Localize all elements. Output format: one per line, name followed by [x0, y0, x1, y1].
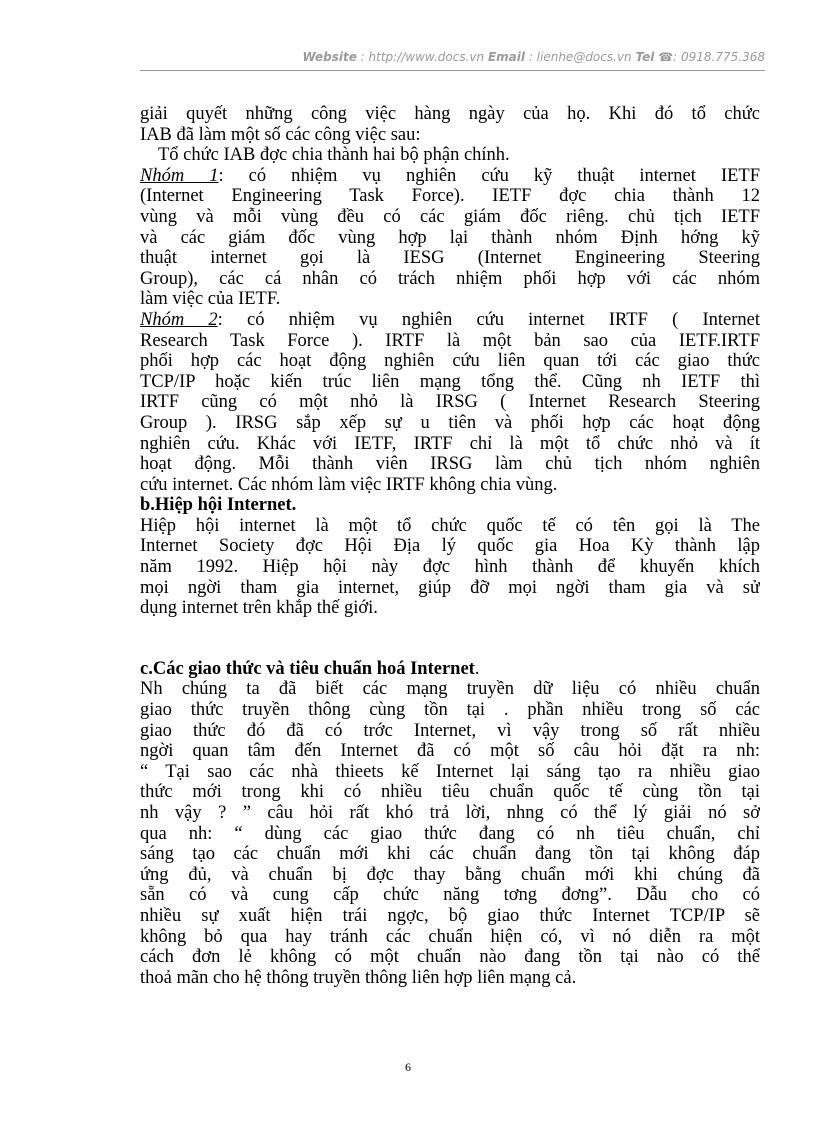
text-line: Group), các cá nhân có trách nhiệm phối hợp với các nhóm	[140, 268, 760, 289]
group1-label: Nhóm 1	[140, 165, 219, 186]
org-line	[140, 145, 760, 166]
text-line: vùng và mỗi vùng đều có các giám đốc riêng. chủ tịch IETF	[140, 206, 760, 227]
section-c-heading-tail: .	[474, 658, 480, 679]
text-line: mọi ngời tham gia internet, giúp đỡ mọi ngời tham gia và sử	[140, 577, 760, 598]
text-line: (Internet Engineering Task Force). IETF đợc chia thành 12	[140, 186, 760, 207]
text-line: Nh chúng ta đã biết các mạng truyền dữ liệu có nhiều chuẩn	[140, 679, 760, 700]
text-line: không bỏ qua hay tránh các chuẩn hiện có, vì nó diễn ra một	[140, 926, 760, 947]
text-line: thuật internet gọi là IESG (Internet Engineering Steering	[140, 248, 760, 269]
section-c-paragraph	[140, 679, 760, 988]
text-line: IAB đã làm một số các công việc sau:	[140, 124, 421, 145]
website-label: Website	[302, 50, 357, 64]
group2-label: Nhóm 2	[140, 309, 218, 330]
text-line: thức mới trong khi có nhiều tiêu chuẩn quốc tế cùng tồn tại	[140, 782, 760, 803]
text-line: giải quyết những công việc hàng ngày của họ. Khi đó tổ chức	[140, 104, 760, 124]
text-line: “ Tại sao các nhà thieets kế Internet lại sáng tạo ra nhiều giao	[140, 761, 760, 782]
text-line	[140, 310, 760, 331]
text-line: cứu internet. Các nhóm làm việc IRTF không chia vùng.	[140, 474, 558, 495]
page-header	[140, 50, 765, 71]
group2-line-0: : có nhiệm vụ nghiên cứu internet IRTF ( Internet	[217, 309, 760, 330]
section-gap	[140, 619, 760, 659]
text-line: làm việc của IETF.	[140, 289, 281, 310]
text-line: giao thức truyền thông cùng tồn tại . phần nhiều trong số các	[140, 700, 760, 721]
phone-icon: ☎	[658, 50, 674, 64]
email-value[interactable]: : lienhe@docs.vn	[528, 50, 632, 64]
text-line: Tổ chức IAB đợc chia thành hai bộ phận chính.	[158, 145, 510, 166]
tel-value: : 0918.775.368	[673, 50, 765, 64]
tel-label: Tel	[635, 50, 655, 64]
text-line: qua nh: “ dùng các giao thức đang có nh tiêu chuẩn, chỉ	[140, 823, 760, 844]
section-c-heading-line	[140, 659, 760, 680]
text-line: phối hợp các hoạt động nghiên cứu liên quan tới các giao thức	[140, 351, 760, 372]
text-line: nh vậy ? ” câu hỏi rất khó trả lời, nhng có thể lý giải nó sở	[140, 803, 760, 823]
section-b-paragraph	[140, 516, 760, 619]
text-line: nhiều sự xuất hiện trái ngợc, bộ giao thức Internet TCP/IP sẽ	[140, 905, 760, 926]
document-body	[140, 104, 760, 988]
text-line: sẵn có và cung cấp chức năng tơng đơng”. Dẫu cho có	[140, 885, 760, 906]
email-label: Email	[487, 50, 525, 64]
text-line: Group ). IRSG sắp xếp sự u tiên và phối hợp các hoạt động	[140, 412, 760, 433]
text-line: sáng tạo các chuẩn mới khi các chuẩn đang tồn tại không đáp	[140, 844, 760, 865]
text-line: Internet Society đợc Hội Địa lý quốc gia Hoa Kỳ thành lập	[140, 536, 760, 557]
website-url[interactable]: : http://www.docs.vn	[360, 50, 485, 64]
intro-paragraph	[140, 104, 760, 145]
text-line: IRTF cũng có một nhỏ là IRSG ( Internet Research Steering	[140, 392, 760, 413]
group2-paragraph	[140, 310, 760, 495]
text-line: hoạt động. Mỗi thành viên IRSG làm chủ tịch nhóm nghiên	[140, 454, 760, 475]
page-number: 6	[405, 1060, 411, 1074]
text-line: Research Task Force ). IRTF là một bản sao của IETF.IRTF	[140, 330, 760, 351]
text-line	[140, 166, 760, 187]
text-line: ngời quan tâm đến Internet đã có một số câu hỏi đặt ra nh:	[140, 741, 760, 762]
text-line: và các giám đốc vùng hợp lại thành nhóm Định hớng kỹ	[140, 227, 760, 248]
text-line: nghiên cứu. Khác với IETF, IRTF chỉ là một tổ chức nhỏ và ít	[140, 433, 760, 454]
group1-paragraph	[140, 166, 760, 310]
section-c-heading: c.Các giao thức và tiêu chuẩn hoá Internet	[140, 658, 475, 679]
group1-line-0: : có nhiệm vụ nghiên cứu kỹ thuật internet IETF	[218, 165, 760, 186]
text-line: năm 1992. Hiệp hội này đợc hình thành để khuyến khích	[140, 557, 760, 578]
text-line: thoả mãn cho hệ thông truyền thông liên hợp liên mạng cả.	[140, 967, 577, 988]
text-line: TCP/IP hoặc kiến trúc liên mạng tổng thể. Cũng nh IETF thì	[140, 371, 760, 392]
text-line: ứng đủ, và chuẩn bị đợc thay bằng chuẩn mới khi chúng đã	[140, 864, 760, 885]
text-line: cách đơn lẻ không có một chuẩn nào đang tồn tại nào có thể	[140, 947, 760, 968]
section-b-heading: b.Hiệp hội Internet.	[140, 495, 297, 516]
text-line: Hiệp hội internet là một tổ chức quốc tế có tên gọi là The	[140, 515, 760, 536]
text-line: dụng internet trên khắp thế giới.	[140, 598, 378, 619]
text-line: giao thức đó đã có trớc Internet, vì vậy trong số rất nhiều	[140, 720, 760, 741]
